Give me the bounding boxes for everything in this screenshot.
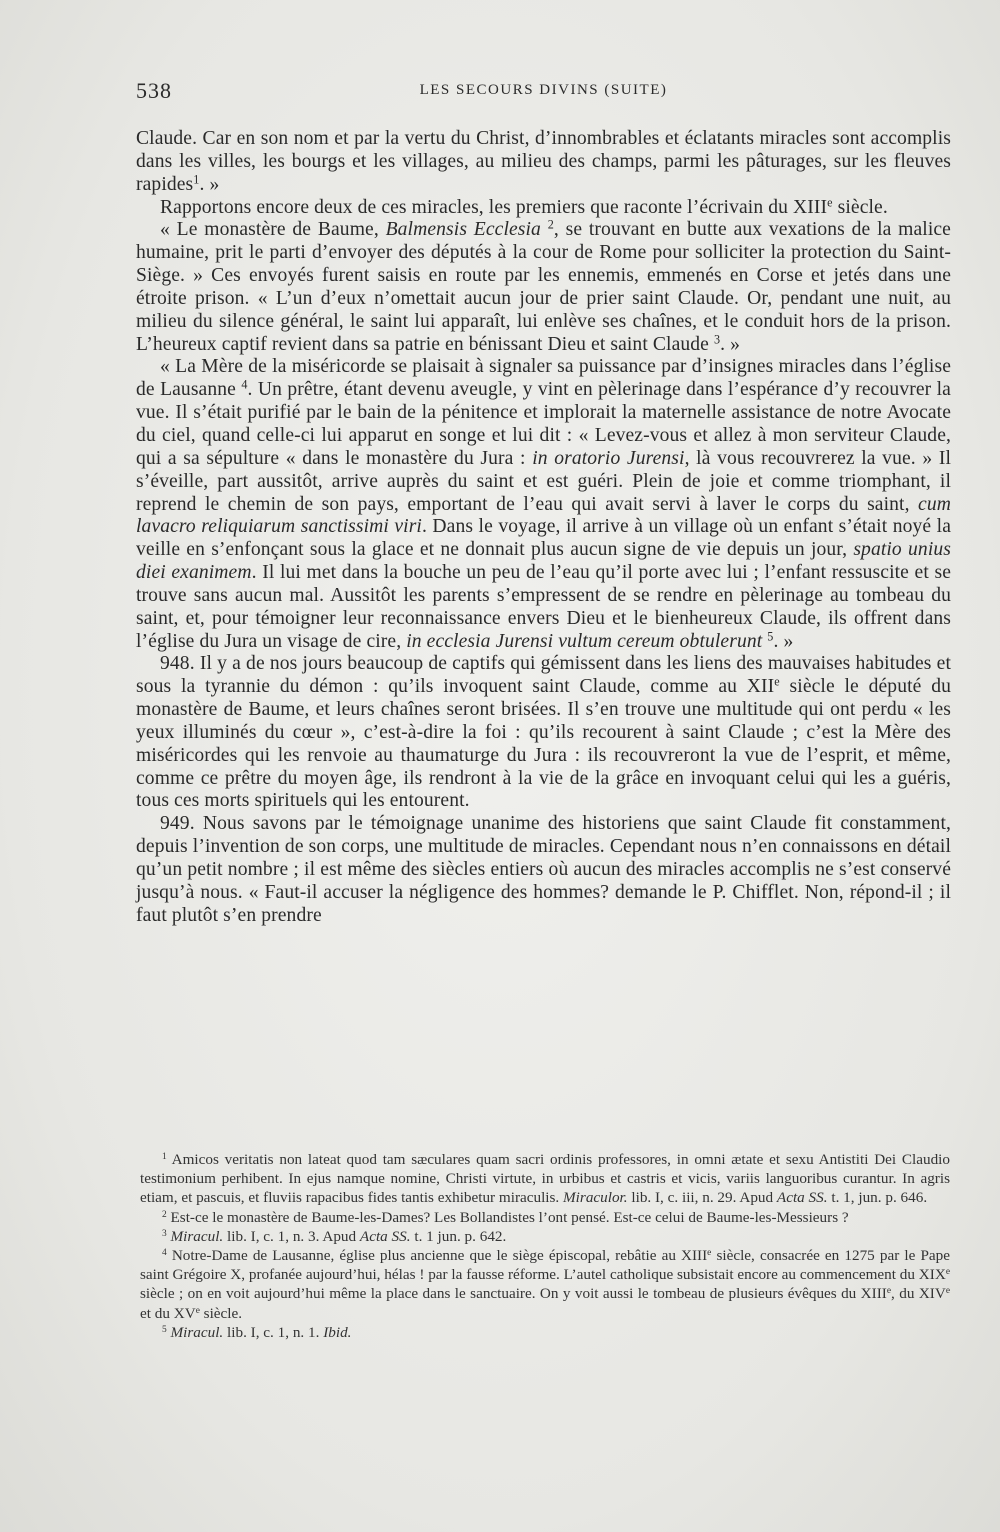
italic-phrase: spatio unius diei exanimem xyxy=(136,539,951,584)
text-run: « Le monastère de Baume, xyxy=(160,219,386,241)
note-reference: e xyxy=(827,194,833,209)
paragraph xyxy=(136,194,951,220)
paragraph xyxy=(136,813,951,927)
note-reference: 3 xyxy=(713,331,721,346)
text-run: , se trouvant en butte aux vexations de la malice humaine, prit le parti d’envoyer des députés à la cour de Rome pour solliciter la protection du Saint-Siège. » Ces envoyés furent saisis en route par les ennemis, emmenés en Corse et jetés dans une étroite prison. « L’un d’eux n’omettait aucun jour de prier saint Claude. Or, pendant une nuit, au milieu du silence général, le saint lui apparaît, lui enlève ses chaînes, et le conduit hors de la prison. L’heureux captif revient dans sa patrie en bénissant Dieu et saint Claude xyxy=(136,219,951,355)
running-title: LES SECOURS DIVINS (SUITE) xyxy=(419,82,668,98)
footnote xyxy=(140,1227,950,1246)
note-reference: e xyxy=(774,674,780,689)
text-run: lib. I, c. 1, n. 1. xyxy=(223,1323,324,1341)
paragraph xyxy=(136,356,951,653)
text-run: Claude. Car en son nom et par la vertu du Christ, d’innombrables et éclatants miracles sont accomplis dans les villes, les bourgs et les villages, au milieu des champs, parmi les pâturages, sur les fleuves rapides xyxy=(136,128,951,195)
text-run: Amicos veritatis non lateat quod tam sæculares quam sacri ordinis professores, in omni ætate et sexu Antistiti Dei Claudio testimonium perhibent. In ejus namque nomine, Christi virtute, in urbibus et castris et vicis, variis languoribus curantur. In agris etiam, et pascuis, et fluviis rapacibus fides tantis exhibetur miraculis. xyxy=(140,1151,950,1207)
text-run: t. 1 jun. p. 642. xyxy=(410,1227,507,1245)
note-reference: 5 xyxy=(162,1324,167,1335)
text-run: . » xyxy=(199,173,220,195)
body-text xyxy=(136,128,951,928)
footnote xyxy=(140,1323,950,1342)
note-reference: 5 xyxy=(767,628,774,643)
text-run: 948. Il y a de nos jours beaucoup de captifs qui gémissent dans les liens des mauvaises habitudes et sous la tyrannie du démon : qu’ils invoquent saint Claude, comme au XII xyxy=(136,653,951,698)
text-run: . Dans le voyage, il arrive à un village où un enfant s’était noyé la veille en s’enfonçant sous la glace et ne donnait plus aucun signe de vie depuis un jour, xyxy=(136,516,951,561)
paragraph xyxy=(136,219,951,356)
paragraph xyxy=(136,653,951,813)
text-run xyxy=(541,219,548,240)
text-run: siècle, consacrée en 1275 par le Pape saint Grégoire X, profanée aujourd’hui, hélas ! par la fausse réforme. L’autel catholique subsistait encore au commencement du XIX xyxy=(140,1247,950,1284)
text-run: Notre-Dame de Lausanne, église plus ancienne que le siège épiscopal, rebâtie au XIII xyxy=(166,1247,708,1265)
note-reference: 1 xyxy=(162,1151,167,1162)
note-reference: 2 xyxy=(162,1209,167,1220)
note-reference: 1 xyxy=(193,172,200,187)
italic-phrase: Ibid. xyxy=(323,1323,352,1341)
text-run: . Il lui met dans la bouche un peu de l’eau qu’il porte avec lui ; l’enfant ressuscite et se trouve sans aucun mal. Aussitôt les parents s’empressent de se rendre en pèlerinage au tombeau du saint, et, pour témoigner leur reconnaissance envers Dieu et le bienheureux Claude, ils offrent dans l’église du Jura un visage de cire, xyxy=(136,562,952,652)
text-run: 949. Nous savons par le témoignage unanime des historiens que saint Claude fit constamment, depuis l’invention de son corps, une multitude de miracles. Cependant nous n’en connaissons en détail qu’un petit nombre ; il est même des siècles entiers où aucun des miracles accomplis ne s’est conservé jusqu’à nous. « Faut-il accuser la négligence des hommes? demande le P. Chifflet. Non, répond-il ; il faut plutôt s’en prendre xyxy=(136,813,951,926)
italic-phrase: in oratorio Jurensi xyxy=(532,447,685,469)
italic-phrase: Miraculor. xyxy=(563,1189,628,1207)
footnote xyxy=(140,1246,950,1323)
text-run: Est-ce le monastère de Baume-les-Dames? Les Bollandistes l’ont pensé. Est-ce celui de Baume-les-Messieurs ? xyxy=(166,1208,849,1226)
footnote xyxy=(140,1208,950,1227)
page-number: 538 xyxy=(136,78,172,103)
italic-phrase: Acta SS. xyxy=(776,1189,828,1207)
note-reference: e xyxy=(945,1286,950,1297)
text-run: . Un prêtre, étant devenu aveugle, y vint en pèlerinage dans l’espérance d’y recouvrer la vue. Il s’était purifié par le bain de la pénitence et implorait la maternelle assistance de notre Avocate du ciel, quand celle-ci lui apparut en songe et lui dit : « Levez-vous et allez à mon serviteur Claude, qui a sa sépulture « dans le monastère du Jura : xyxy=(136,379,951,469)
paragraph xyxy=(136,128,951,197)
text-run: , là vous recouvrerez la vue. » Il s’éveille, part aussitôt, arrive auprès du saint et est guéri. Plein de joie et comme triomphant, il reprend le chemin de son pays, emportant de l’eau qui avait servi à laver le corps du saint, xyxy=(136,447,951,515)
note-reference: e xyxy=(945,1267,950,1278)
note-reference: 4 xyxy=(162,1247,167,1258)
text-run: siècle. xyxy=(832,196,888,218)
italic-phrase: Miracul. xyxy=(170,1227,224,1245)
text-run: siècle le député du monastère de Baume, et leurs chaînes seront brisées. Il s’en trouve une multitude qui ont perdu « les yeux illuminés du cœur », c’est-à-dire la foi : qu’ils recourent à saint Claude ; c’est la Mère des miséricordes qui les renvoie au thaumaturge du Jura : ils recouvreront la vue de l’esprit, et même, comme ce prêtre du moyen âge, ils rendront à la vie de la grâce en invoquant celui qui les a guéris, tous ces morts spirituels qui les entourent. xyxy=(136,676,951,812)
note-reference: 2 xyxy=(547,217,554,232)
note-reference: e xyxy=(707,1247,712,1258)
text-run: lib. I, c. iii, n. 29. Apud xyxy=(627,1189,777,1207)
text-run: lib. I, c. 1, n. 3. Apud xyxy=(223,1227,360,1245)
text-run: , du XIV xyxy=(891,1285,946,1303)
italic-phrase: Balmensis Ecclesia xyxy=(385,219,541,241)
footnotes xyxy=(140,1150,950,1342)
text-run: et du XV xyxy=(140,1304,196,1322)
note-reference: e xyxy=(886,1286,892,1297)
footnote xyxy=(140,1150,950,1208)
text-run: siècle. xyxy=(199,1304,243,1322)
note-reference: 4 xyxy=(241,377,248,392)
italic-phrase: Acta SS. xyxy=(359,1227,411,1245)
text-run: t. 1, jun. p. 646. xyxy=(827,1189,928,1207)
note-reference: 3 xyxy=(162,1228,167,1239)
text-run: « La Mère de la miséricorde se plaisait à signaler sa puissance par d’insignes miracles dans l’église de Lausanne xyxy=(136,356,951,401)
page-header xyxy=(136,78,951,108)
italic-phrase: in ecclesia Jurensi vultum cereum obtulerunt xyxy=(406,630,763,652)
text-run: siècle ; on en voit aujourd’hui même la place dans le sanctuaire. On y voit aussi le tombeau de plusieurs évêques du XIII xyxy=(140,1285,887,1303)
italic-phrase: cum lavacro reliquiarum sanctissimi viri xyxy=(136,493,951,538)
text-run: Rapportons encore deux de ces miracles, les premiers que raconte l’écrivain du XIII xyxy=(160,196,828,218)
text-run: . » xyxy=(720,333,741,355)
text-run: . » xyxy=(773,630,794,652)
italic-phrase: Miracul. xyxy=(170,1323,224,1341)
note-reference: e xyxy=(195,1305,200,1316)
